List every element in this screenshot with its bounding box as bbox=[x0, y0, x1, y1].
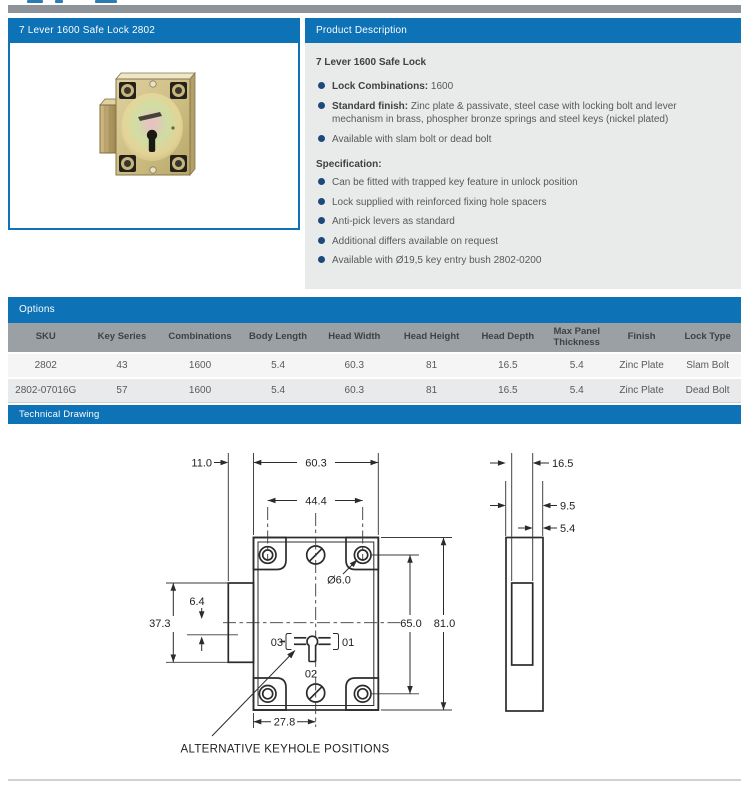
table-header-row: SKU Key Series Combinations Body Length Head Width Head Height Head Depth Max Panel Thickness Finish Lock Type bbox=[8, 323, 741, 353]
dim-9-5: 9.5 bbox=[560, 500, 576, 513]
drawing-caption: ALTERNATIVE KEYHOLE POSITIONS bbox=[180, 743, 390, 756]
technical-drawing-header: Technical Drawing bbox=[8, 405, 741, 424]
list-item: Available with slam bolt or dead bolt bbox=[316, 133, 729, 147]
specification-heading: Specification: bbox=[316, 159, 382, 170]
front-view bbox=[228, 538, 378, 711]
technical-drawing bbox=[0, 425, 749, 779]
options-table bbox=[8, 323, 741, 403]
clipped-text-fragment bbox=[25, 0, 145, 4]
bullet-icon bbox=[318, 82, 325, 89]
side-view bbox=[506, 453, 543, 711]
page-title: 7 Lever 1600 Safe Lock 2802 bbox=[19, 25, 156, 36]
feature-list bbox=[316, 80, 729, 146]
list-item: Lock Combinations: 1600 bbox=[316, 80, 729, 94]
keyhole-detail bbox=[271, 634, 355, 681]
keyhole-position-03: 03 bbox=[270, 637, 283, 649]
list-item: Can be fitted with trapped key feature in unlock position bbox=[316, 176, 729, 190]
description-body bbox=[305, 43, 741, 289]
keyhole-position-02: 02 bbox=[304, 668, 318, 681]
dim-16-5: 16.5 bbox=[552, 458, 574, 470]
bullet-icon bbox=[318, 217, 325, 224]
table-row: 2802-07016G 57 1600 5.4 60.3 81 16.5 5.4 Zinc Plate Dead Bolt bbox=[8, 378, 741, 403]
top-divider-bar bbox=[8, 5, 741, 13]
dim-11: 11.0 bbox=[191, 457, 212, 470]
bottom-divider bbox=[8, 779, 741, 781]
list-item: Anti-pick levers as standard bbox=[316, 215, 729, 229]
list-item: Lock supplied with reinforced fixing hole spacers bbox=[316, 196, 729, 210]
technical-drawing-section bbox=[8, 405, 741, 424]
product-name: 7 Lever 1600 Safe Lock bbox=[316, 57, 427, 68]
bullet-icon bbox=[318, 256, 325, 263]
dim-37-3: 37.3 bbox=[149, 618, 171, 630]
dim-81: 81.0 bbox=[433, 618, 456, 630]
dim-6-4: 6.4 bbox=[189, 596, 205, 608]
list-item: Available with Ø19,5 key entry bush 2802-0200 bbox=[316, 254, 729, 268]
list-item: Standard finish: Zinc plate & passivate, steel case with locking bolt and lever mechanism in brass, phospher bronze springs and steel keys (nickel plated) bbox=[316, 100, 729, 127]
table-row: 2802 43 1600 5.4 60.3 81 16.5 5.4 Zinc Plate Slam Bolt bbox=[8, 353, 741, 378]
dim-65: 65.0 bbox=[400, 618, 422, 630]
product-image-frame bbox=[8, 43, 300, 230]
product-title-header bbox=[8, 18, 300, 43]
description-header: Product Description bbox=[305, 18, 741, 43]
bullet-icon bbox=[318, 102, 325, 109]
bullet-icon bbox=[318, 135, 325, 142]
specification-list bbox=[316, 176, 729, 268]
options-section bbox=[8, 297, 741, 403]
options-header: Options bbox=[8, 297, 741, 323]
product-panel bbox=[8, 18, 300, 230]
bullet-icon bbox=[318, 178, 325, 185]
bullet-icon bbox=[318, 198, 325, 205]
product-photo bbox=[98, 71, 206, 183]
dim-60-3: 60.3 bbox=[305, 457, 327, 470]
description-panel bbox=[305, 18, 741, 289]
dim-44-4: 44.4 bbox=[305, 495, 327, 508]
bullet-icon bbox=[318, 237, 325, 244]
keyhole-position-01: 01 bbox=[342, 637, 355, 649]
dim-dia-6: Ø6.0 bbox=[327, 574, 351, 587]
list-item: Additional differs available on request bbox=[316, 235, 729, 249]
dim-5-4: 5.4 bbox=[560, 523, 576, 535]
dim-27-8: 27.8 bbox=[273, 716, 296, 729]
